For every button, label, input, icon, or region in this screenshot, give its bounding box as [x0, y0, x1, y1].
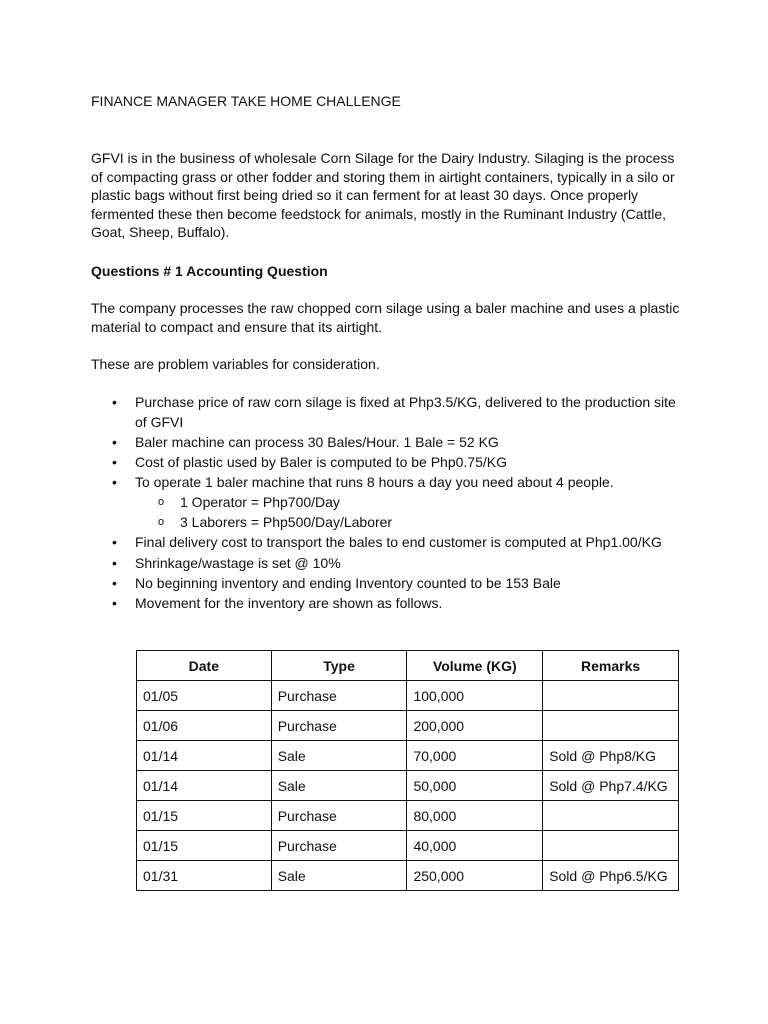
list-item-text: Cost of plastic used by Baler is computed to be Php0.75/KG: [135, 454, 507, 471]
sub-list-item-text: 3 Laborers = Php500/Day/Laborer: [180, 514, 393, 531]
cell-remarks: [543, 711, 679, 741]
list-item: [91, 574, 681, 594]
cell-date: 01/15: [137, 831, 272, 861]
cell-volume: 200,000: [407, 711, 543, 741]
cell-date: 01/06: [137, 711, 272, 741]
cell-date: 01/14: [137, 771, 272, 801]
document-title: FINANCE MANAGER TAKE HOME CHALLENGE: [91, 93, 401, 109]
list-item-text: Final delivery cost to transport the bales to end customer is computed at Php1.00/KG: [135, 534, 662, 551]
variables-list: [91, 393, 681, 615]
cell-date: 01/05: [137, 681, 272, 711]
bullet-icon: •: [112, 394, 117, 410]
cell-type: Purchase: [271, 711, 407, 741]
sub-list: [135, 493, 681, 533]
bullet-icon: •: [112, 474, 117, 491]
bullet-icon: •: [112, 534, 117, 551]
column-header-volume: Volume (KG): [407, 651, 543, 681]
cell-remarks: Sold @ Php6.5/KG: [543, 861, 679, 891]
inventory-table: [136, 650, 679, 891]
list-item-text: No beginning inventory and ending Inventory counted to be 153 Bale: [135, 575, 561, 592]
cell-type: Sale: [271, 861, 407, 891]
list-item: [91, 453, 681, 473]
table-header-row: [137, 651, 679, 681]
cell-date: 01/31: [137, 861, 272, 891]
cell-type: Purchase: [271, 681, 407, 711]
cell-remarks: [543, 831, 679, 861]
table-row: [137, 681, 679, 711]
list-item: [91, 433, 681, 453]
table-row: [137, 771, 679, 801]
table-row: [137, 831, 679, 861]
table-row: [137, 741, 679, 771]
cell-volume: 50,000: [407, 771, 543, 801]
list-item-text: Purchase price of raw corn silage is fixed at Php3.5/KG, delivered to the production site of GFVI: [135, 394, 676, 430]
variables-intro-paragraph: These are problem variables for consideration.: [91, 356, 380, 372]
cell-type: Sale: [271, 771, 407, 801]
list-item: [91, 533, 681, 553]
list-item-text: Shrinkage/wastage is set @ 10%: [135, 554, 341, 571]
intro-paragraph: GFVI is in the business of wholesale Corn Silage for the Dairy Industry. Silaging is the process of compacting grass or other fodder and storing them in airtight containers, typically in a silo or plastic bags without first being dried so it can ferment for at least 30 days. Once properly fermented these then become feedstock for animals, mostly in the Ruminant Industry (Cattle, Goat, Sheep, Buffalo).: [91, 150, 675, 241]
sub-list-item: [135, 513, 681, 533]
hollow-bullet-icon: o: [158, 516, 165, 529]
sub-list-item-text: 1 Operator = Php700/Day: [180, 493, 340, 510]
cell-remarks: Sold @ Php8/KG: [543, 741, 679, 771]
cell-remarks: [543, 681, 679, 711]
cell-volume: 80,000: [407, 801, 543, 831]
column-header-type: Type: [271, 651, 407, 681]
list-item-text: Baler machine can process 30 Bales/Hour. 1 Bale = 52 KG: [135, 433, 499, 450]
cell-volume: 70,000: [407, 741, 543, 771]
hollow-bullet-icon: o: [158, 495, 165, 508]
column-header-remarks: Remarks: [543, 651, 679, 681]
question-heading: Questions # 1 Accounting Question: [91, 263, 328, 279]
cell-volume: 250,000: [407, 861, 543, 891]
list-item: [91, 554, 681, 574]
list-item: [91, 594, 681, 614]
column-header-date: Date: [137, 651, 272, 681]
bullet-icon: •: [112, 575, 117, 592]
cell-type: Purchase: [271, 801, 407, 831]
process-paragraph: The company processes the raw chopped corn silage using a baler machine and uses a plastic material to compact and ensure that its airtight.: [91, 300, 680, 335]
list-item: [91, 393, 681, 432]
table-row: [137, 711, 679, 741]
cell-remarks: [543, 801, 679, 831]
list-item-text: Movement for the inventory are shown as follows.: [135, 595, 443, 612]
sub-list-item: [135, 493, 681, 513]
list-item-text: To operate 1 baler machine that runs 8 hours a day you need about 4 people.: [135, 474, 614, 491]
list-item: [91, 473, 681, 532]
cell-date: 01/14: [137, 741, 272, 771]
bullet-icon: •: [112, 554, 117, 571]
bullet-icon: •: [112, 433, 117, 450]
bullet-icon: •: [112, 595, 117, 612]
cell-type: Sale: [271, 741, 407, 771]
cell-date: 01/15: [137, 801, 272, 831]
cell-type: Purchase: [271, 831, 407, 861]
bullet-icon: •: [112, 454, 117, 471]
cell-remarks: Sold @ Php7.4/KG: [543, 771, 679, 801]
cell-volume: 100,000: [407, 681, 543, 711]
table-row: [137, 801, 679, 831]
table-row: [137, 861, 679, 891]
cell-volume: 40,000: [407, 831, 543, 861]
